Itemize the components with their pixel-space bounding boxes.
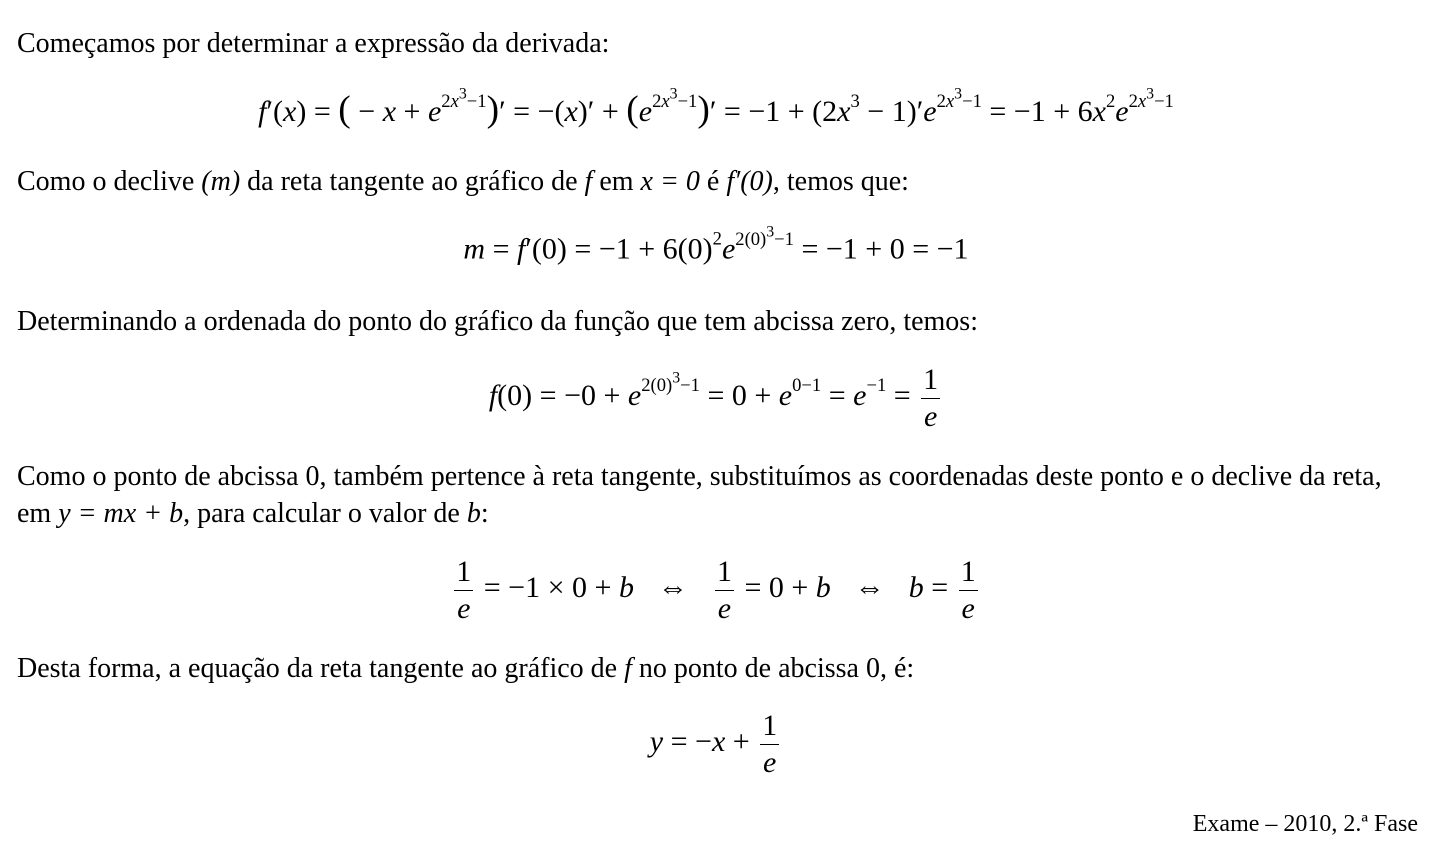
exam-source: Exame – 2010, 2.ª Fase	[1192, 811, 1418, 837]
paragraph-slope-text-c: em	[592, 166, 641, 197]
paragraph-conclusion-text-a: Desta forma, a equação da reta tangente ao gráfico de	[17, 653, 625, 684]
equation-solve-b: $\frac{1}{e}$ = −1 × 0 + b ⇔ $\frac{1}{e}$ = 0 + b ⇔ b = $\frac{1}{e}$	[456, 555, 976, 625]
paragraph-substitution-text-a: Como o ponto de abcissa 0, também pertence à reta tangente, substituímos as coordenadas deste ponto e o declive da reta, em	[17, 461, 1382, 529]
inline-math-f: f	[584, 166, 593, 197]
inline-math-x-eq-0: x = 0	[640, 166, 700, 197]
paragraph-conclusion-text-b: no ponto de abcissa 0, é:	[631, 653, 915, 684]
paragraph-slope-text-d: é	[699, 166, 727, 197]
paragraph-slope-text-b: da reta tangente ao gráfico de	[240, 166, 585, 197]
paragraph-intro-text: Começamos por determinar a expressão da derivada:	[17, 28, 610, 59]
equation-f-of-0: $f(0) = -0 + e^{2(0)^3-1} = 0 + e^{0-1} = e^{-1}$ = $\frac{1}{e}$	[488, 363, 939, 433]
paragraph-ordinate	[17, 303, 978, 340]
equation-slope: $m = f'(0) = -1 + 6(0)^2e^{2(0)^3-1} = -1 + 0 = -1$	[463, 223, 969, 266]
paragraph-substitution-text-b: , para calcular o valor de	[183, 498, 467, 529]
paragraph-slope	[17, 163, 909, 200]
inline-math-f-prime-0: f′(0)	[726, 166, 773, 197]
paragraph-ordinate-text: Determinando a ordenada do ponto do gráfico da função que tem abcissa zero, temos:	[17, 306, 978, 337]
paragraph-substitution	[17, 458, 1422, 532]
inline-math-f-2: f	[624, 653, 632, 684]
inline-math-y-mx-b: y = mx + b	[58, 498, 184, 529]
inline-math-b: b	[466, 498, 481, 529]
equation-derivative: f′(x) = ( − $x + e^{2x^3-1})' = -(x)' + (e^{2x^3-1})' = -1 + (2x^3 - 1)'e^{2x^3-1} = -1 + 6x^2e^{2x^3-1}$	[258, 85, 1174, 130]
paragraph-slope-text-e: , temos que:	[772, 166, 909, 197]
paragraph-conclusion	[17, 650, 914, 687]
equation-tangent-line: y = −x + $\frac{1}{e}$	[649, 709, 778, 779]
paragraph-slope-text-a: Como o declive	[17, 166, 202, 197]
paragraph-intro	[17, 25, 609, 62]
paragraph-substitution-text-c: :	[480, 498, 489, 529]
inline-math-m: (m)	[201, 166, 241, 197]
